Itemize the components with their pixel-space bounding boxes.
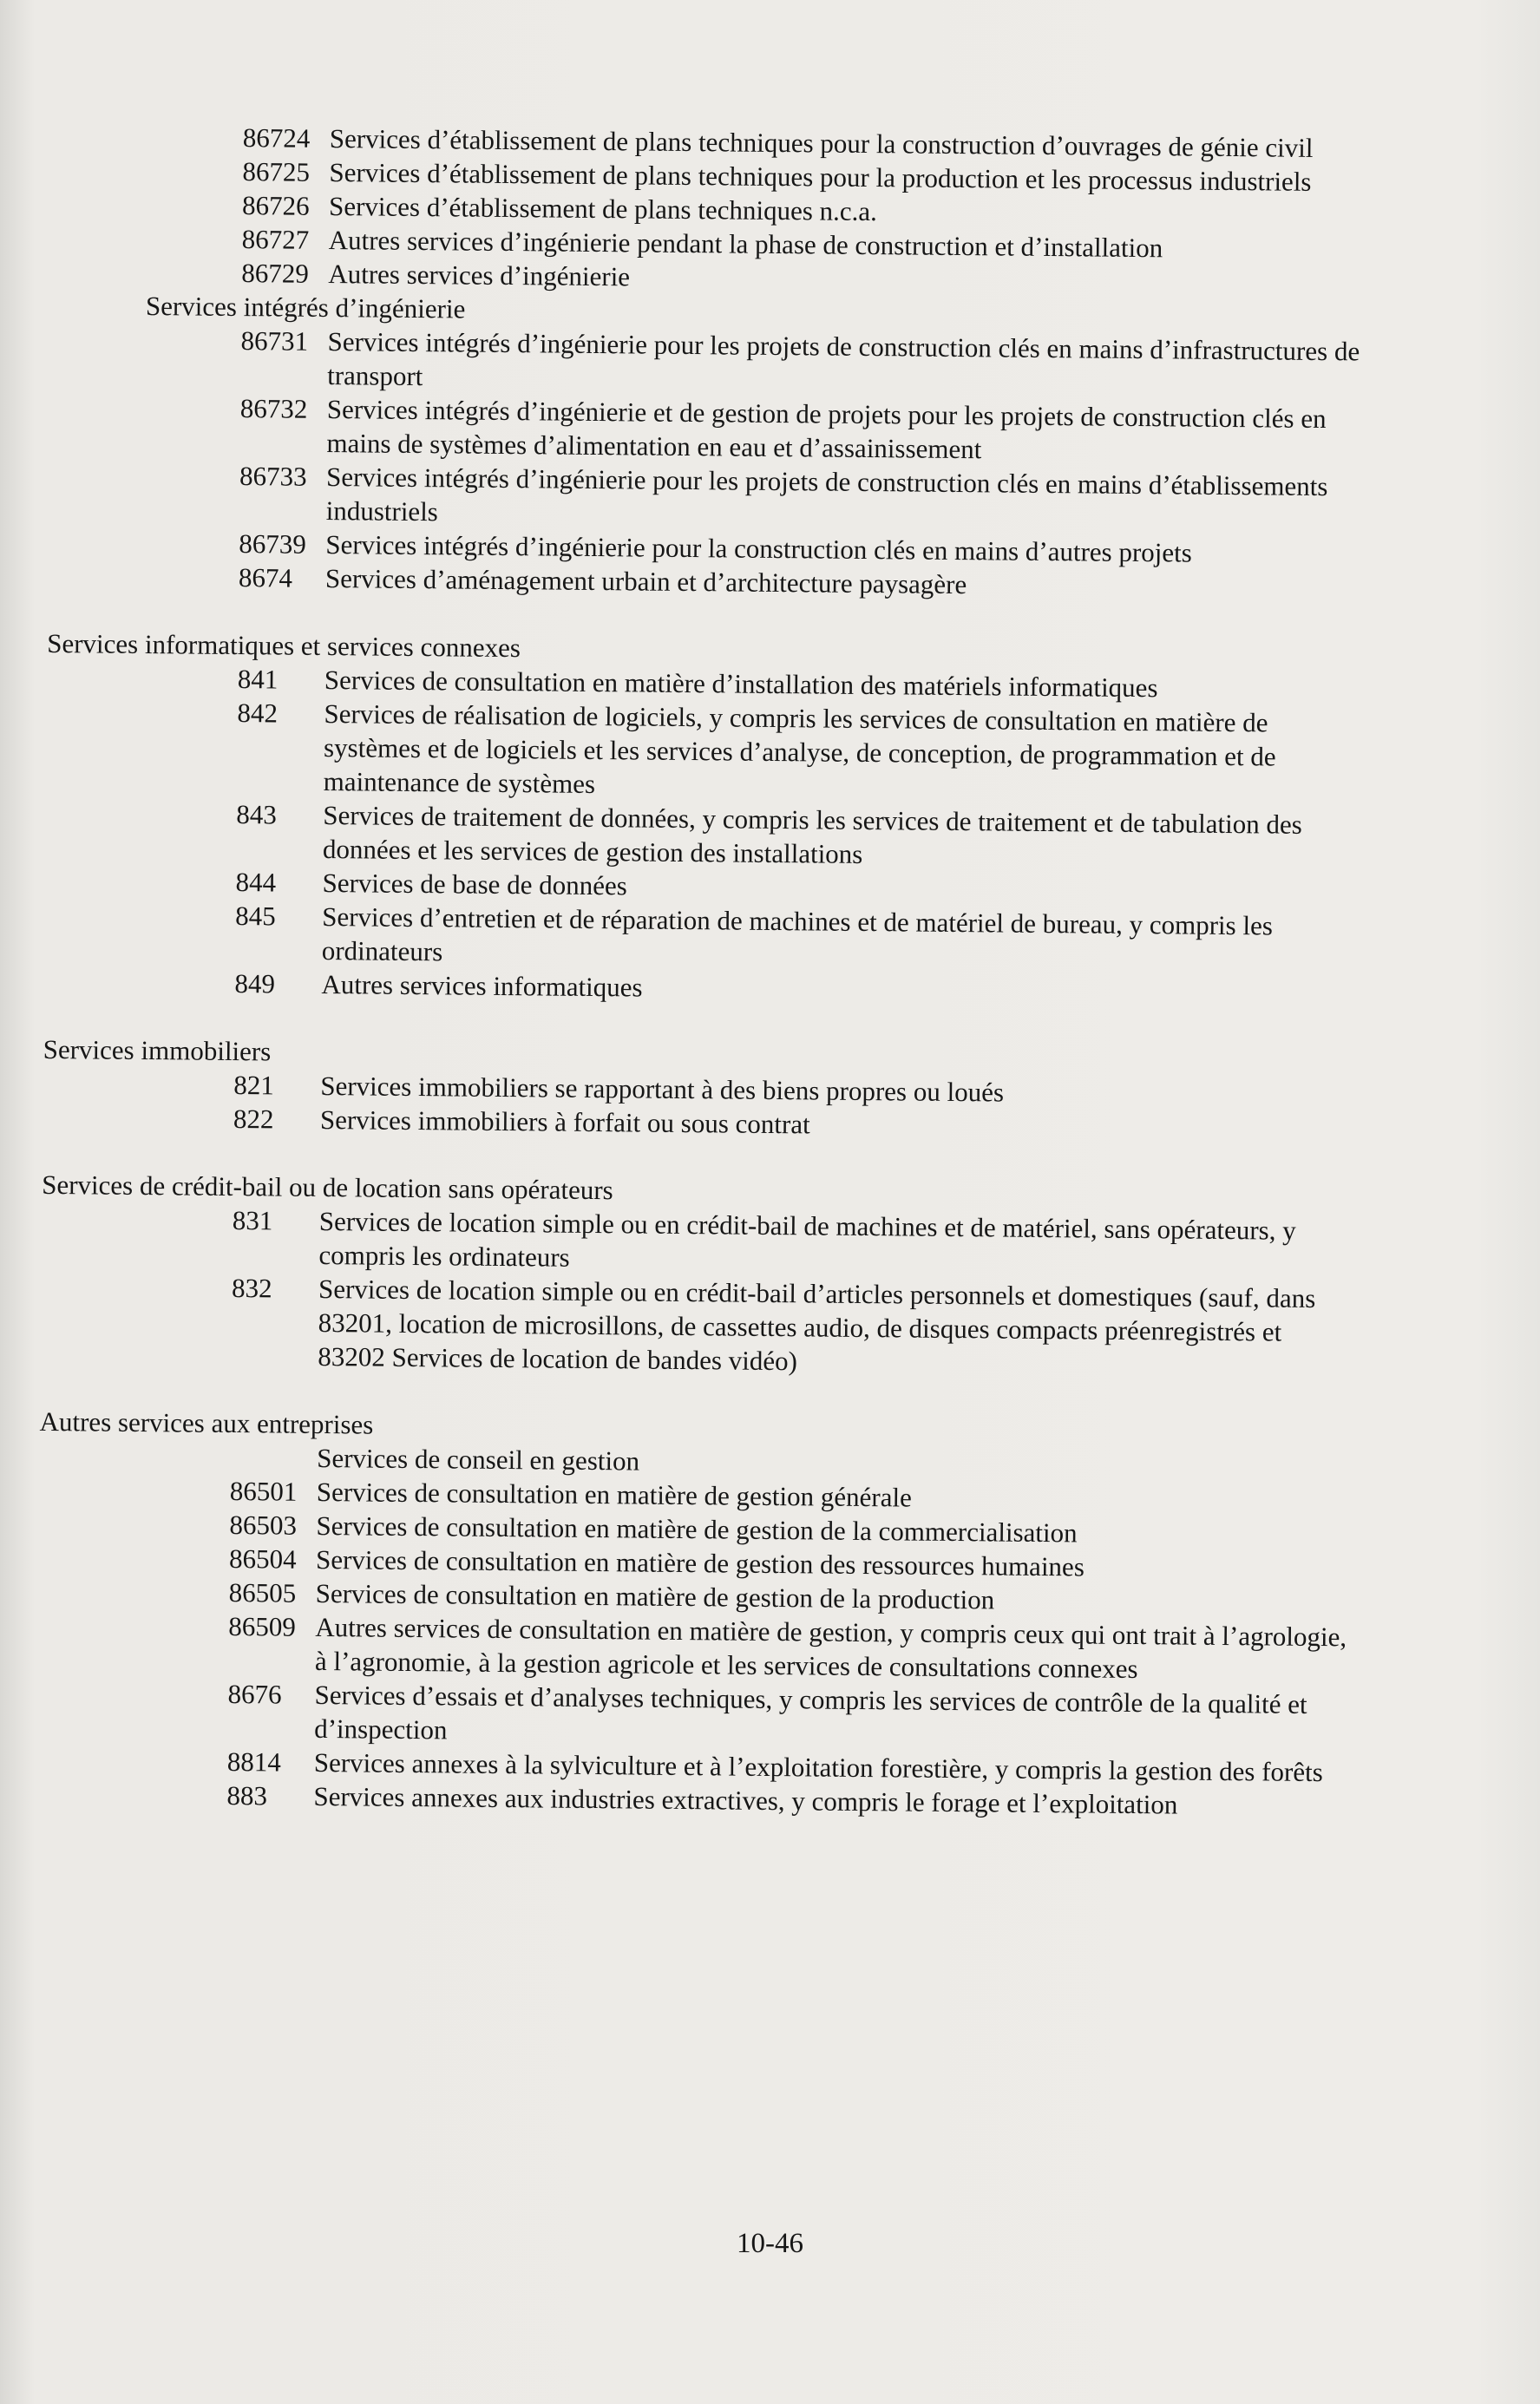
subheading-integrated-engineering: Services intégrés d’ingénierie [145,290,466,324]
item-code: 86729 [241,258,309,289]
list-item [239,391,1360,469]
section-title-informatique: Services informatiques et services connexes [47,627,521,664]
item-text: Services d’aménagement urbain et d’architecture paysagère [324,562,967,600]
subheading-conseil-gestion: Services de conseil en gestion [317,1442,640,1477]
list-item [235,899,1355,977]
item-text: Services intégrés d’ingénierie pour la construction clés en mains d’autres projets [325,528,1193,568]
item-text: Autres services informatiques [321,968,643,1003]
item-text: Services de réalisation de logiciels, y compris les services de consultation en matière de systèmes et de logiciels et les services d’analyse, de conception, de programmation et de maintenance de systèmes [323,698,1276,799]
item-code: 8814 [226,1746,282,1778]
item-text: Services d’établissement de plans techniques pour la production et les processus industriels [329,157,1312,197]
section-title-immobiliers: Services immobiliers [43,1033,272,1067]
page-number: 10-46 [737,2228,803,2259]
item-text: Services de location simple ou en crédit-bail d’articles personnels et domestiques (sauf, dans 83201, location de microsillons, de cassettes audio, de disques compacts préenregistrés et 83202 Services de location de bandes vidéo) [318,1273,1316,1377]
list-item [228,1609,1348,1687]
item-code: 86501 [229,1475,298,1507]
informatique-group [234,662,1357,1011]
item-text: Autres services d’ingénierie [328,259,631,292]
item-code: 86725 [242,156,311,187]
section-title-credit-bail: Services de crédit-bail ou de location sans opérateurs [42,1169,613,1206]
list-item [227,1677,1347,1755]
integrated-engineering-group [239,324,1360,605]
item-text: Services annexes à la sylviculture et à l’exploitation forestière, y compris la gestion des forêts [313,1746,1323,1788]
item-code: 831 [232,1204,273,1236]
item-text: Services de location simple ou en crédit-bail de machines et de matériel, sans opérateurs, y compris les ordinateurs [318,1205,1296,1273]
item-text: Services de consultation en matière de gestion générale [316,1476,913,1513]
item-code: 86724 [242,122,311,154]
item-text: Services immobiliers à forfait ou sous contrat [319,1104,810,1140]
item-code: 845 [235,901,276,932]
item-text: Services de traitement de données, y compris les services de traitement et de tabulation des données et les services de gestion des installations [322,799,1302,869]
list-item [239,459,1360,537]
item-code: 86726 [241,190,310,221]
item-code: 86731 [240,325,309,357]
item-text: Autres services d’ingénierie pendant la phase de construction et d’installation [328,225,1163,264]
item-text: Services de consultation en matière de gestion des ressources humaines [315,1543,1085,1582]
item-text: Services d’essais et d’analyses techniques, y compris les services de contrôle de la qualité et d’inspection [314,1679,1307,1746]
item-text: Services immobiliers se rapportant à des biens propres ou loués [320,1070,1005,1108]
page-content [39,120,1362,1823]
item-code: 841 [237,664,279,695]
list-item [232,1203,1352,1281]
item-text: Autres services de consultation en matière de gestion, y compris ceux qui ont trait à l’agrologie, à l’agronomie, à la gestion agricole et les services de consultations connexes [314,1611,1347,1685]
immobiliers-group [233,1068,1353,1146]
item-text: Services d’établissement de plans techniques pour la construction d’ouvrages de génie civil [329,123,1314,163]
item-code: 86739 [239,528,306,560]
item-code: 821 [233,1070,274,1101]
item-code: 86505 [228,1576,297,1608]
item-text: Services intégrés d’ingénierie et de gestion de projets pour les projets de construction clés en mains de systèmes d’alimentation en eau et d’assainissement [326,394,1327,465]
item-code: 8676 [227,1678,282,1710]
item-code: 86727 [241,224,310,255]
item-code: 86732 [239,393,308,424]
item-code: 883 [226,1779,268,1811]
item-text: Services de consultation en matière de gestion de la commercialisation [316,1510,1078,1549]
list-item [240,324,1360,402]
item-code: 86503 [229,1509,298,1541]
engineering-group [241,121,1362,300]
section-title-autres: Autres services aux entreprises [39,1405,374,1440]
item-text: Services intégrés d’ingénierie pour les projets de construction clés en mains d’infrastructures de transport [327,326,1360,392]
item-text: Services intégrés d’ingénierie pour les projets de construction clés en mains d’établissements industriels [325,461,1328,527]
item-code: 844 [235,867,277,898]
item-code: 832 [231,1272,272,1304]
autres-group [226,1440,1349,1823]
item-code: 842 [237,698,279,729]
item-code: 86509 [228,1610,296,1642]
item-code: 86504 [228,1543,297,1575]
item-text: Services annexes aux industries extractives, y compris le forage et l’exploitation [313,1780,1178,1820]
item-text: Services d’établissement de plans techniques n.c.a. [328,191,878,227]
list-item [231,1271,1351,1383]
item-text: Services de base de données [322,867,627,901]
list-item [236,797,1356,875]
list-item [237,696,1357,808]
item-text: Services de consultation en matière d’installation des matériels informatiques [324,664,1158,704]
item-text: Services de consultation en matière de gestion de la production [315,1577,995,1615]
item-code: 8674 [238,562,293,593]
credit-bail-group [231,1203,1352,1383]
item-code: 843 [236,799,277,830]
item-code: 822 [233,1104,274,1135]
item-text: Services d’entretien et de réparation de machines et de matériel de bureau, y compris les ordinateurs [321,901,1274,967]
item-code: 849 [234,968,276,999]
item-code: 86733 [239,461,307,492]
